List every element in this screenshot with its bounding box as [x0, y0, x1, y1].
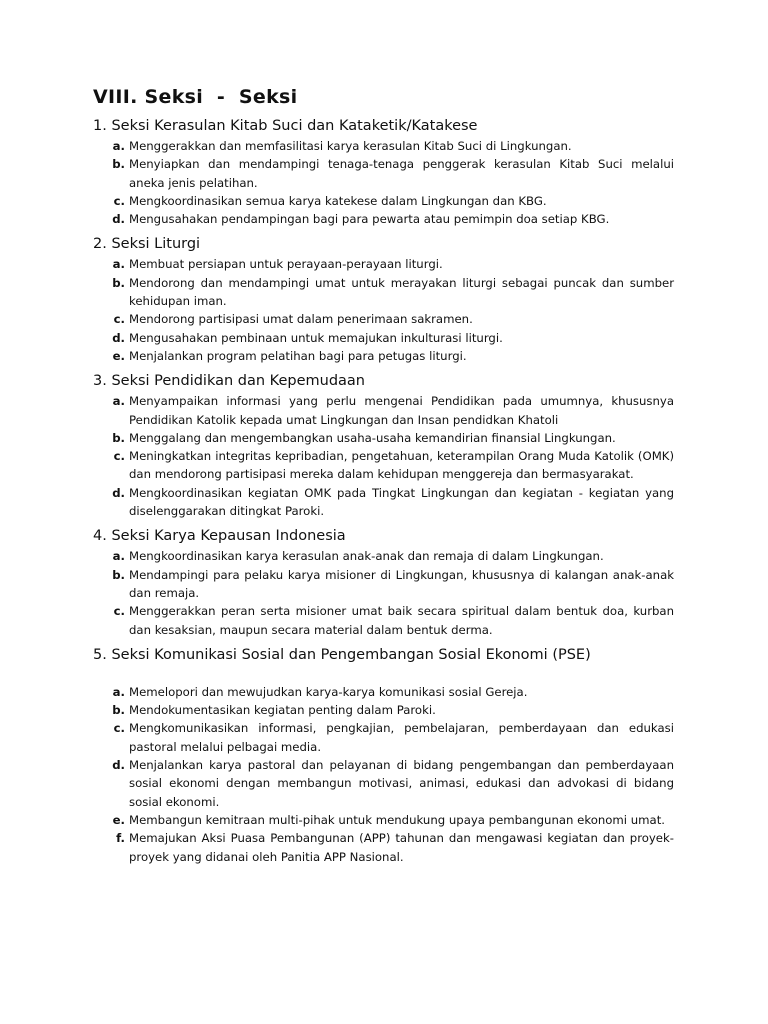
list-item-text: Menggerakkan dan memfasilitasi karya kerasulan Kitab Suci di Lingkungan. — [129, 139, 572, 153]
list-item — [93, 701, 674, 719]
list-item-marker: f. — [116, 831, 125, 846]
list-item-text: Mendampingi para pelaku karya misioner di Lingkungan, khususnya di kalangan anak-anak dan remaja. — [129, 567, 674, 600]
document-title: VIII. Seksi - Seksi — [93, 86, 298, 108]
list-item-text: Mendorong dan mendampingi umat untuk merayakan liturgi sebagai puncak dan sumber kehidupan iman. — [129, 275, 674, 309]
list-item — [93, 210, 674, 228]
section-5 — [93, 647, 674, 866]
section-heading: 1. Seksi Kerasulan Kitab Suci dan Kataketik/Katakese — [93, 118, 478, 134]
section-3 — [93, 373, 674, 520]
list-item-text: Menyampaikan informasi yang perlu mengenai Pendidikan pada umumnya, khususnya Pendidikan Katolik kepada umat Lingkungan dan Insan pendidkan Khatoli — [129, 394, 674, 427]
section-heading: 5. Seksi Komunikasi Sosial dan Pengembangan Sosial Ekonomi (PSE) — [93, 646, 591, 663]
list-item — [93, 683, 674, 701]
list-item — [93, 719, 674, 756]
list-item-marker: a. — [112, 684, 125, 699]
list-item-marker: c. — [113, 721, 125, 736]
list-item — [93, 329, 674, 347]
list-item-text: Mendokumentasikan kegiatan penting dalam Paroki. — [129, 703, 436, 718]
list-item — [93, 155, 674, 192]
section-heading: 4. Seksi Karya Kepausan Indonesia — [93, 528, 346, 545]
section-2 — [93, 236, 674, 365]
section-item-list — [93, 137, 674, 228]
list-item — [93, 756, 674, 811]
list-item-text: Memelopori dan mewujudkan karya-karya komunikasi sosial Gereja. — [129, 684, 528, 699]
list-item — [93, 829, 674, 866]
list-item — [93, 484, 674, 521]
list-item-marker: d. — [112, 330, 125, 345]
list-item-marker: e. — [112, 812, 125, 827]
list-item-marker: a. — [112, 257, 125, 272]
list-item-marker: b. — [112, 430, 125, 445]
section-item-list — [93, 683, 674, 866]
list-item — [93, 547, 674, 565]
list-item-text: Membuat persiapan untuk perayaan-perayaan liturgi. — [129, 257, 443, 272]
list-item-marker: c. — [113, 449, 125, 464]
list-item-marker: c. — [113, 604, 125, 619]
section-4 — [93, 528, 674, 638]
list-item-marker: a. — [112, 394, 125, 409]
list-item-text: Mengusahakan pendampingan bagi para pewarta atau pemimpin doa setiap KBG. — [129, 212, 610, 227]
list-item-text: Mengkoordinasikan kegiatan OMK pada Tingkat Lingkungan dan kegiatan - kegiatan yang diselenggarakan ditingkat Paroki. — [129, 485, 674, 519]
section-1 — [93, 118, 674, 228]
list-item-marker: b. — [112, 703, 125, 718]
list-item-marker: d. — [112, 485, 125, 500]
list-item-marker: a. — [112, 139, 125, 153]
list-item-marker: c. — [113, 193, 125, 208]
list-item-marker: d. — [112, 212, 125, 227]
list-item — [93, 602, 674, 639]
list-item — [93, 566, 674, 603]
list-item-marker: d. — [112, 758, 125, 773]
section-item-list — [93, 547, 674, 638]
list-item-text: Meningkatkan integritas kepribadian, pengetahuan, keterampilan Orang Muda Katolik (OMK) dan mendorong partisipasi mereka dalam kehidupan menggereja dan bermasyarakat. — [129, 449, 674, 482]
list-item-text: Menyiapkan dan mendampingi tenaga-tenaga penggerak kerasulan Kitab Suci melalui aneka jenis pelatihan. — [129, 157, 674, 190]
list-item-text: Mengkoordinasikan semua karya katekese dalam Lingkungan dan KBG. — [129, 193, 547, 208]
list-item — [93, 255, 674, 273]
list-item-text: Mengusahakan pembinaan untuk memajukan inkulturasi liturgi. — [129, 330, 503, 345]
sections-container — [93, 118, 674, 866]
section-heading: 3. Seksi Pendidikan dan Kepemudaan — [93, 373, 365, 390]
list-item-marker: e. — [112, 348, 125, 363]
list-item-text: Menjalankan karya pastoral dan pelayanan di bidang pengembangan dan pemberdayaan sosial ekonomi dengan membangun motivasi, animasi, edukasi dan advokasi di bidang sosial ekonomi. — [129, 758, 674, 809]
list-item — [93, 192, 674, 210]
list-item-text: Mendorong partisipasi umat dalam penerimaan sakramen. — [129, 312, 473, 327]
list-item-marker: b. — [112, 567, 125, 582]
list-item-marker: c. — [113, 312, 125, 327]
list-item-text: Mengkoordinasikan karya kerasulan anak-anak dan remaja di dalam Lingkungan. — [129, 549, 604, 564]
section-heading: 2. Seksi Liturgi — [93, 236, 201, 253]
section-item-list — [93, 255, 674, 365]
list-item-text: Menggerakkan peran serta misioner umat baik secara spiritual dalam bentuk doa, kurban dan kesaksian, maupun secara material dalam bentuk derma. — [129, 604, 674, 637]
list-item — [93, 274, 674, 311]
list-item — [93, 447, 674, 484]
list-item-marker: a. — [112, 549, 125, 564]
list-item-text: Menggalang dan mengembangkan usaha-usaha kemandirian finansial Lingkungan. — [129, 430, 616, 445]
list-item — [93, 137, 674, 155]
list-item — [93, 392, 674, 429]
list-item-text: Membangun kemitraan multi-pihak untuk mendukung upaya pembangunan ekonomi umat. — [129, 812, 665, 827]
list-item-marker: b. — [112, 157, 125, 172]
list-item — [93, 347, 674, 365]
section-item-list — [93, 392, 674, 520]
list-item-text: Memajukan Aksi Puasa Pembangunan (APP) tahunan dan mengawasi kegiatan dan proyek-proyek yang didanai oleh Panitia APP Nasional. — [129, 831, 674, 864]
list-item — [93, 429, 674, 447]
list-item-text: Menjalankan program pelatihan bagi para petugas liturgi. — [129, 348, 467, 363]
list-item — [93, 811, 674, 829]
list-item-marker: b. — [112, 275, 125, 290]
list-item-text: Mengkomunikasikan informasi, pengkajian, pembelajaran, pemberdayaan dan edukasi pastoral melalui pelbagai media. — [129, 721, 674, 754]
list-item — [93, 310, 674, 328]
